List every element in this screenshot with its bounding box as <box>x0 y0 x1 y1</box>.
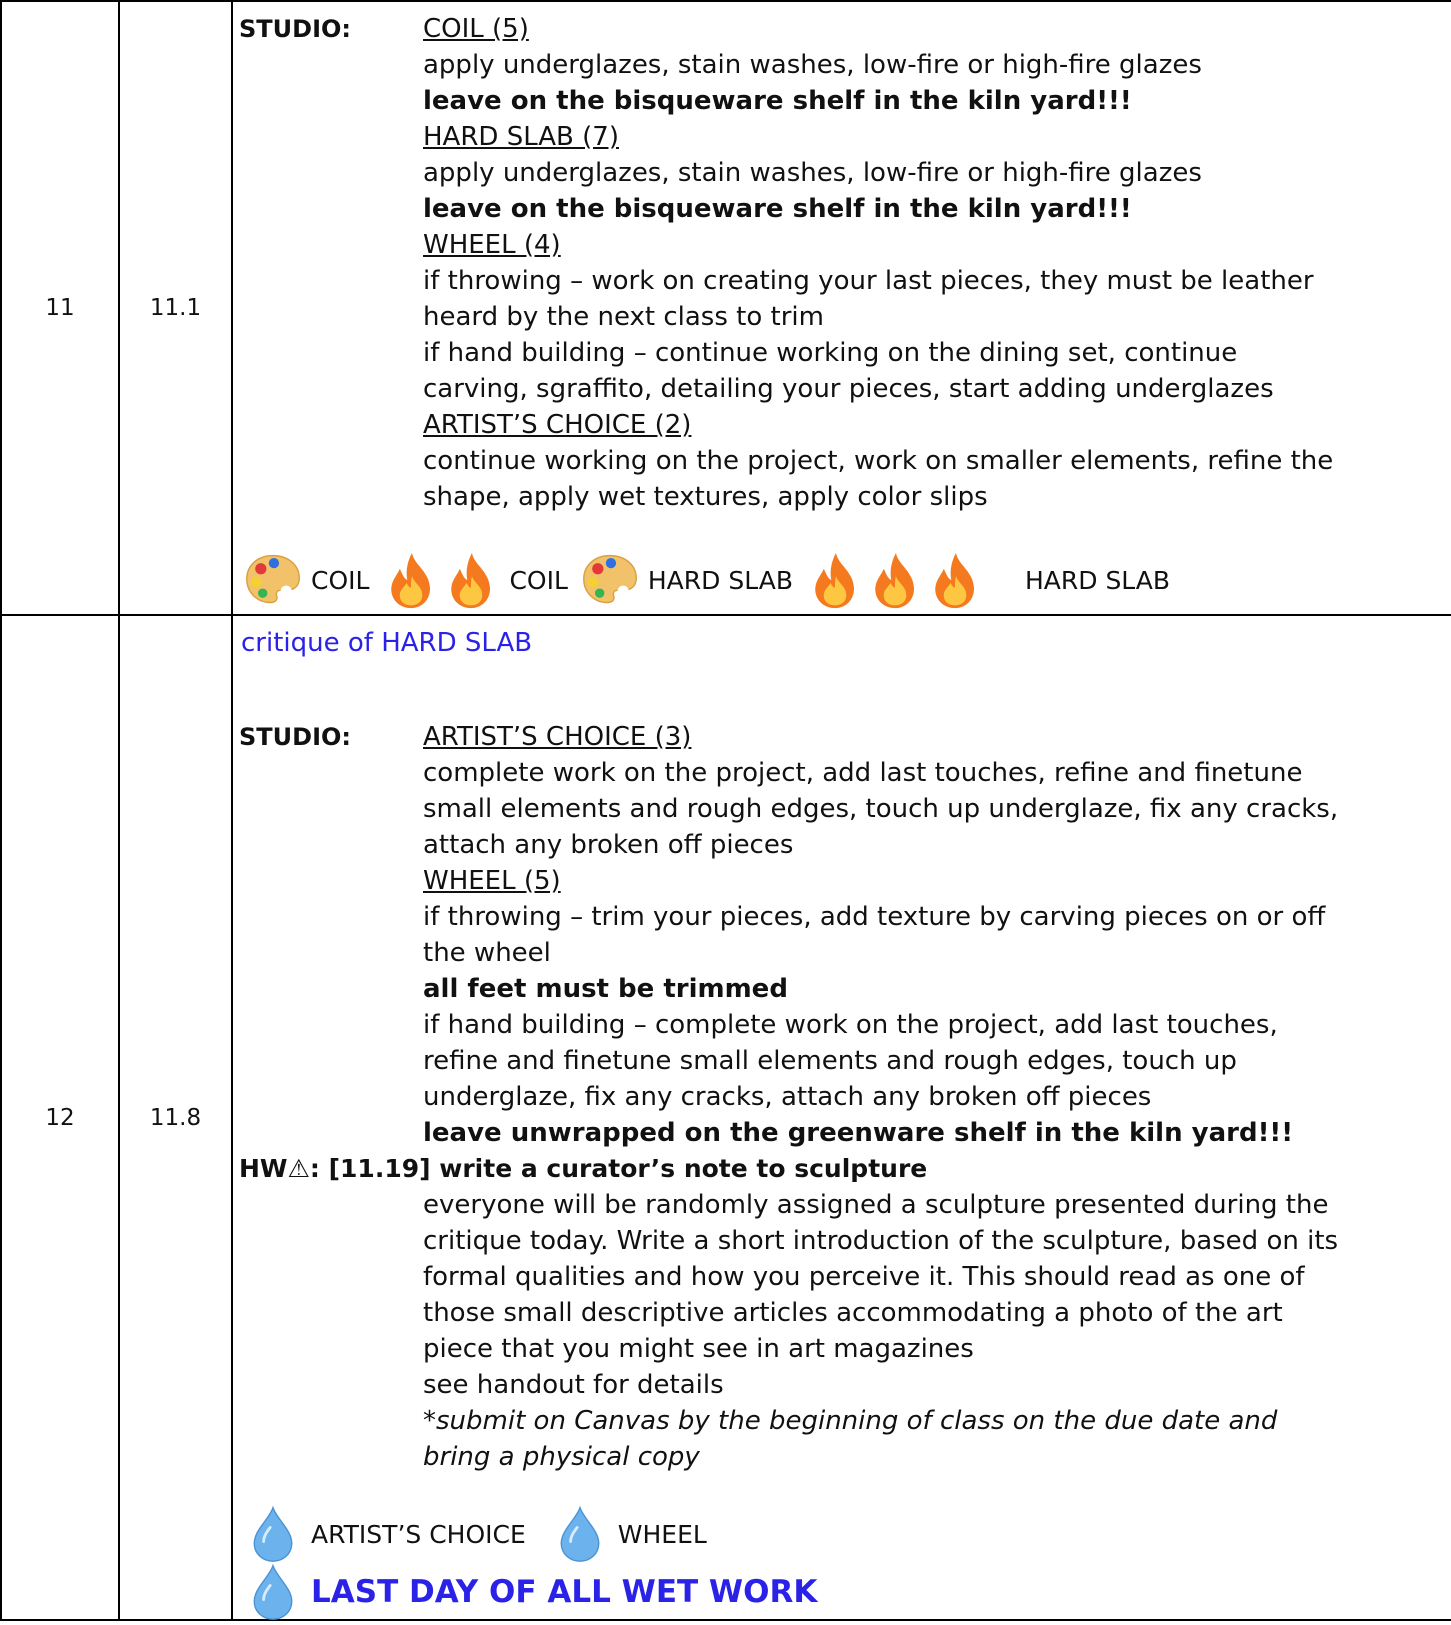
wheel-line: if hand building – continue working on the dining set, continue <box>423 338 1238 368</box>
legend-label: COIL <box>509 565 568 595</box>
hardslab-note: leave on the bisqueware shelf in the kiln yard!!! <box>423 194 1132 224</box>
kiln-legend <box>243 550 1182 610</box>
last-day-banner <box>243 1562 829 1622</box>
schedule-row-week-11 <box>1 1 1451 615</box>
palette-icon <box>580 550 640 610</box>
coil-note: leave on the bisqueware shelf in the kiln yard!!! <box>423 86 1132 116</box>
studio-label: STUDIO: <box>239 723 351 751</box>
artists-choice-line: small elements and rough edges, touch up underglaze, fix any cracks, <box>423 794 1339 824</box>
wheel-line: heard by the next class to trim <box>423 302 824 332</box>
droplet-icon <box>550 1504 610 1564</box>
homework-line: critique today. Write a short introduction of the sculpture, based on its <box>423 1226 1339 1256</box>
wheel-heading: WHEEL (5) <box>423 866 561 896</box>
palette-icon <box>243 550 303 610</box>
fire-icon <box>865 550 925 610</box>
wheel-line: the wheel <box>423 938 551 968</box>
hand-building-line: if hand building – complete work on the project, add last touches, <box>423 1010 1278 1040</box>
legend-label: HARD SLAB <box>1024 565 1171 595</box>
wet-work-legend <box>243 1504 719 1564</box>
fire-icon <box>925 550 985 610</box>
legend-label: HARD SLAB <box>647 565 793 595</box>
week-number: 12 <box>1 615 119 1620</box>
schedule-row-week-12 <box>1 615 1451 1620</box>
last-day-label: LAST DAY OF ALL WET WORK <box>311 1574 818 1610</box>
homework-line: piece that you might see in art magazines <box>423 1334 974 1364</box>
submission-note: bring a physical copy <box>423 1442 700 1472</box>
wheel-line: carving, sgraffito, detailing your pieces, start adding underglazes <box>423 374 1274 404</box>
legend-label: COIL <box>311 565 370 595</box>
wheel-line: if throwing – trim your pieces, add texture by carving pieces on or off <box>423 902 1326 932</box>
artists-choice-line: shape, apply wet textures, apply color slips <box>423 482 988 512</box>
class-details <box>232 615 1451 1620</box>
hardslab-instructions: apply underglazes, stain washes, low-fire or high-fire glazes <box>423 158 1202 188</box>
fire-icon <box>381 550 441 610</box>
studio-label: STUDIO: <box>239 15 351 43</box>
artists-choice-line: continue working on the project, work on smaller elements, refine the <box>423 446 1334 476</box>
hand-building-line: underglaze, fix any cracks, attach any broken off pieces <box>423 1082 1152 1112</box>
homework-line: those small descriptive articles accommodating a photo of the art <box>423 1298 1283 1328</box>
submission-note: *submit on Canvas by the beginning of class on the due date and <box>423 1406 1278 1436</box>
homework-line: formal qualities and how you perceive it. This should read as one of <box>423 1262 1305 1292</box>
week-number: 11 <box>1 1 119 615</box>
artists-choice-heading: ARTIST’S CHOICE (2) <box>423 410 692 440</box>
wheel-line: if throwing – work on creating your last pieces, they must be leather <box>423 266 1314 296</box>
homework-line: everyone will be randomly assigned a sculpture presented during the <box>423 1190 1329 1220</box>
droplet-icon <box>243 1562 303 1622</box>
hardslab-heading: HARD SLAB (7) <box>423 122 619 152</box>
hand-building-line: refine and finetune small elements and rough edges, touch up <box>423 1046 1237 1076</box>
class-details <box>232 1 1451 615</box>
fire-icon <box>805 550 865 610</box>
homework-label: HW⚠: [11.19] write a curator’s note to sculpture <box>239 1154 928 1183</box>
class-date: 11.1 <box>119 1 232 615</box>
artists-choice-line: attach any broken off pieces <box>423 830 794 860</box>
wheel-note: all feet must be trimmed <box>423 974 788 1004</box>
greenware-note: leave unwrapped on the greenware shelf in the kiln yard!!! <box>423 1118 1294 1148</box>
fire-icon <box>441 550 501 610</box>
critique-title: critique of HARD SLAB <box>241 628 533 658</box>
homework-line: see handout for details <box>423 1370 724 1400</box>
artists-choice-line: complete work on the project, add last touches, refine and finetune <box>423 758 1303 788</box>
droplet-icon <box>243 1504 303 1564</box>
coil-instructions: apply underglazes, stain washes, low-fire or high-fire glazes <box>423 50 1202 80</box>
wheel-heading: WHEEL (4) <box>423 230 561 260</box>
class-date: 11.8 <box>119 615 232 1620</box>
coil-heading: COIL (5) <box>423 14 529 44</box>
legend-label: WHEEL <box>617 1519 707 1549</box>
legend-label: ARTIST’S CHOICE <box>311 1519 526 1549</box>
artists-choice-heading: ARTIST’S CHOICE (3) <box>423 722 692 752</box>
